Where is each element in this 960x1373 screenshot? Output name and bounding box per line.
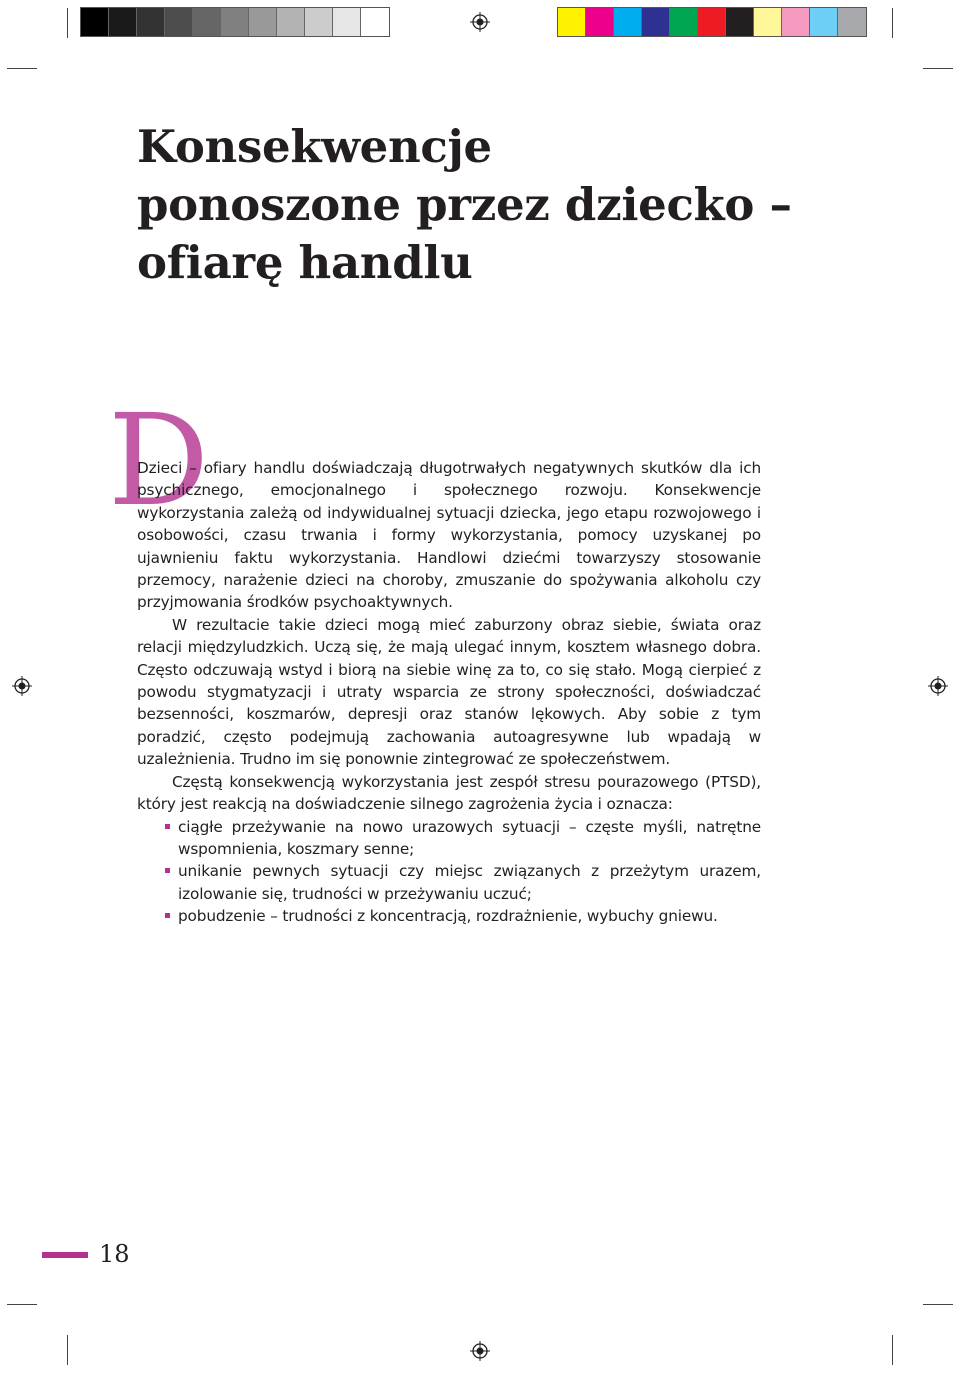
color-swatch [670, 8, 698, 36]
square-bullet-icon [165, 913, 170, 918]
color-swatch [754, 8, 782, 36]
color-swatch [782, 8, 810, 36]
color-swatch [558, 8, 586, 36]
color-swatch [586, 8, 614, 36]
color-swatch [277, 8, 305, 36]
color-swatch [838, 8, 866, 36]
registration-crosshair-icon [12, 676, 32, 696]
color-swatch [165, 8, 193, 36]
list-item [178, 905, 761, 927]
square-bullet-icon [165, 824, 170, 829]
color-swatch [361, 8, 389, 36]
registration-crosshair-icon [470, 1341, 490, 1361]
list-item-text: ciągłe przeżywanie na nowo urazowych sytuacji – częste myśli, natrętne wspomnienia, koszmary senne; [178, 817, 761, 858]
color-swatch [810, 8, 838, 36]
registration-crosshair-icon [928, 676, 948, 696]
process-color-bar [557, 7, 867, 37]
paragraph: Dzieci – ofiary handlu doświadczają długotrwałych negatywnych skutków dla ich psychicznego, emocjonalnego i społecznego rozwoju. Konsekwencje wykorzystania zależą od indywidualnej sytuacji dziecka, jego etapu rozwojowego i osobowości, czasu trwania i formy wykorzystania, pomocy uzyskanej po ujawnieniu faktu wykorzystania. Handlowi dziećmi towarzyszy stosowanie przemocy, narażenie dzieci na choroby, zmuszanie do spożywania alkoholu czy przyjmowania środków psychoaktywnych. [137, 459, 761, 612]
color-swatch [333, 8, 361, 36]
paragraph: W rezultacie takie dzieci mogą mieć zaburzony obraz siebie, świata oraz relacji międzyludzkich. Uczą się, że mają ulegać innym, kosztem własnego dobra. Często odczuwają wstyd i biorą na siebie winę za to, co się stało. Mogą cierpieć z powodu stygmatyzacji i utraty wsparcia ze strony społeczności, doświadczać bezsenności, koszmarów, depresji oraz stanów lękowych. Aby sobie z tym poradzić, często podejmują zachowania autoagresywne lub wpadają w uzależnienia. Trudno im się ponownie zintegrować ze społeczeństwem. [137, 615, 761, 769]
color-swatch [81, 8, 109, 36]
color-swatch [109, 8, 137, 36]
body-text [137, 457, 761, 928]
list-item [178, 816, 761, 861]
color-swatch [614, 8, 642, 36]
color-swatch [193, 8, 221, 36]
paragraph: Częstą konsekwencją wykorzystania jest zespół stresu pourazowego (PTSD), który jest reakcją na doświadczenie silnego zagrożenia życia i oznacza: [137, 772, 761, 814]
list-item [178, 860, 761, 905]
color-swatch [249, 8, 277, 36]
list-item-text: pobudzenie – trudności z koncentracją, rozdrażnienie, wybuchy gniewu. [178, 907, 718, 926]
chapter-title-line: ofiarę handlu [137, 236, 473, 289]
square-bullet-icon [165, 868, 170, 873]
registration-crosshair-icon [470, 12, 490, 32]
color-swatch [698, 8, 726, 36]
bullet-list [137, 816, 761, 928]
list-item-text: unikanie pewnych sytuacji czy miejsc związanych z przeżytym urazem, izolowanie się, trudności w przeżywaniu uczuć; [178, 862, 761, 903]
chapter-title-line: Konsekwencje [137, 120, 492, 173]
chapter-title-line: ponoszone przez dziecko – [137, 178, 792, 231]
chapter-title [137, 118, 837, 292]
page-number-accent-bar [42, 1252, 88, 1258]
color-swatch [137, 8, 165, 36]
grayscale-color-bar [80, 7, 390, 37]
color-swatch [726, 8, 754, 36]
color-swatch [305, 8, 333, 36]
color-swatch [221, 8, 249, 36]
drop-cap: D [108, 387, 210, 534]
page-number: 18 [99, 1240, 130, 1268]
color-swatch [642, 8, 670, 36]
